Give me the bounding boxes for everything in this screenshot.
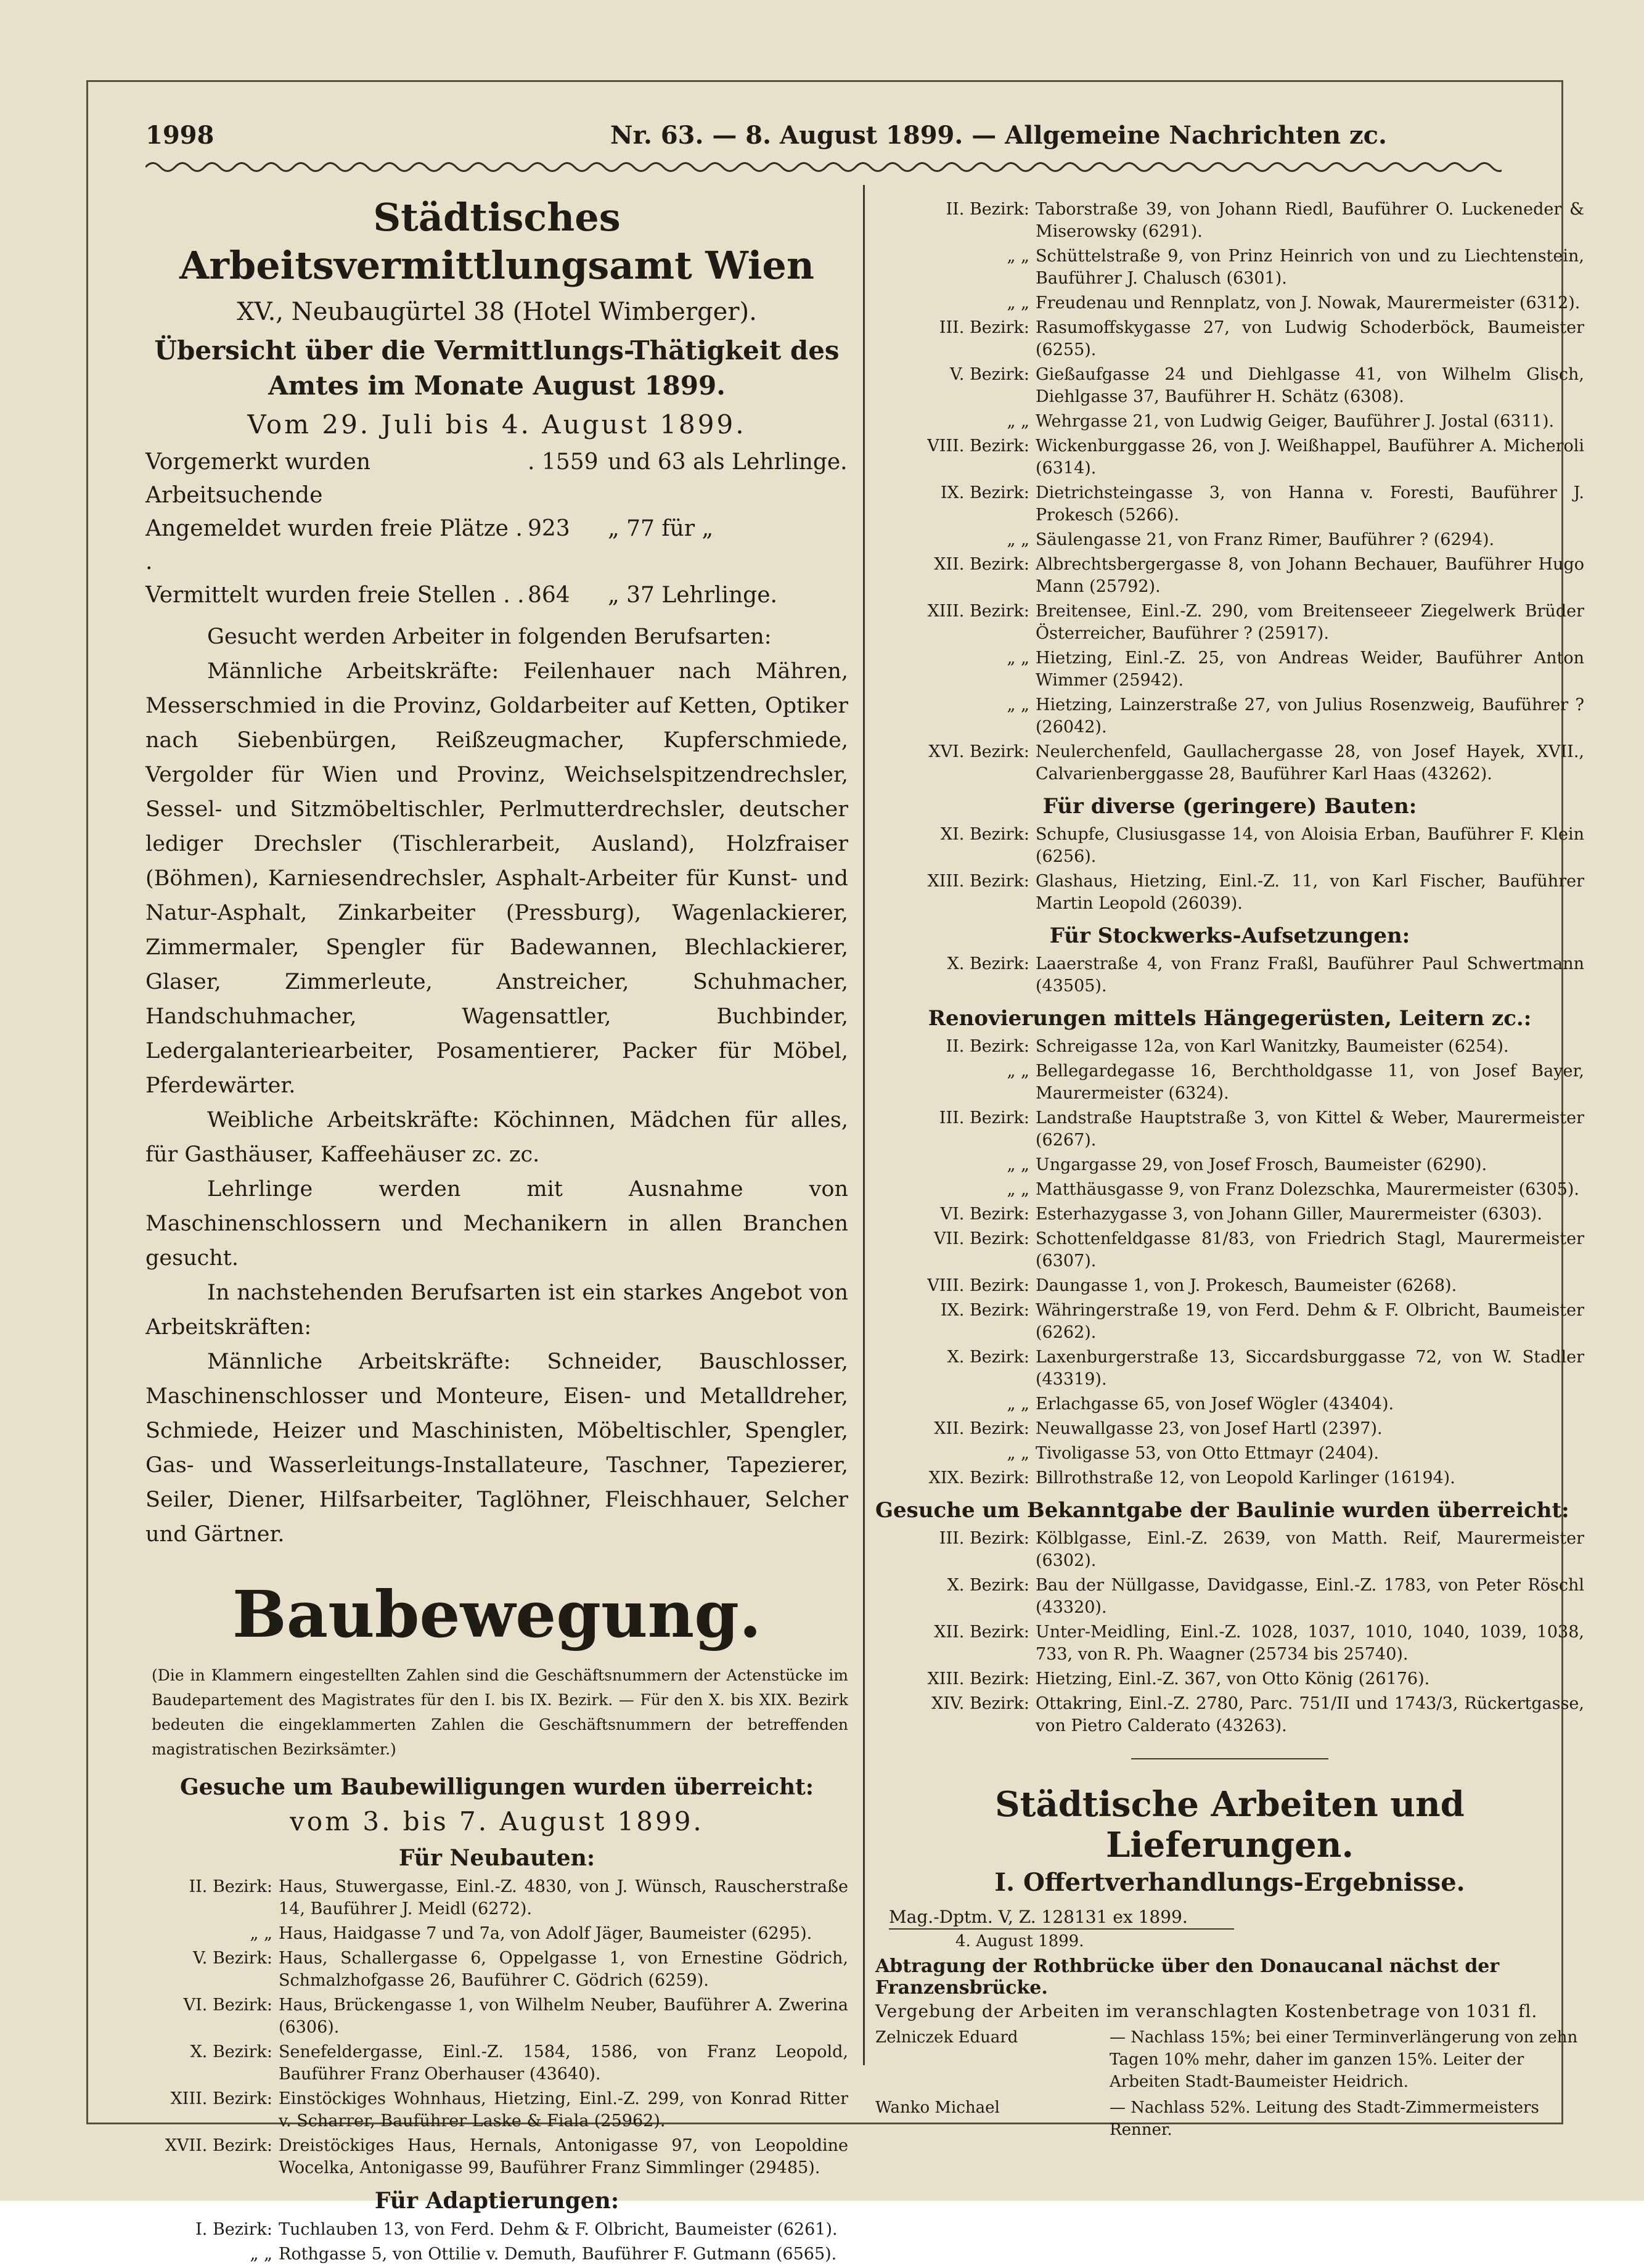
bezirk-label: VII. Bezirk: [933,1229,1029,1248]
bau-entry [145,2041,848,2086]
stats-table [145,446,848,612]
entry-text: Schüttelstraße 9, von Prinz Heinrich von und zu Liechtenstein, Bauführer J. Chalusch (6301). [1036,247,1584,288]
entry-text: Freudenau und Rennplatz, von J. Nowak, Maurermeister (6312). [1036,293,1581,313]
bezirk-label: „ „ [1007,530,1029,549]
bezirk-label: X. Bezirk: [947,954,1029,973]
bau-entry [875,1060,1584,1105]
bau-entry [875,1107,1584,1152]
bau-entry [875,953,1584,997]
bau-entry [875,1179,1584,1201]
entry-text: Dietrichsteingasse 3, von Hanna v. Foresti, Bauführer J. Prokesch (5266). [1036,483,1584,525]
bezirk-label: „ „ [1007,1444,1029,1463]
entry-text: Laxenburgerstraße 13, Siccardsburggasse 72, von W. Stadler (43319). [1036,1348,1584,1389]
bezirk-label: VI. Bezirk: [940,1205,1029,1224]
bezirk-label: VIII. Bezirk: [927,1276,1029,1295]
bau-entry [875,1228,1584,1272]
entry-text: Tuchlauben 13, von Ferd. Dehm & F. Olbricht, Baumeister (6261). [279,2220,838,2240]
reference-number: Mag.-Dptm. V, Z. 128131 ex 1899. [889,1907,1234,1930]
bau-entry [145,2135,848,2179]
entry-text: Matthäusgasse 9, von Franz Dolezschka, Maurermeister (6305). [1036,1180,1579,1199]
bezirk-label: „ „ [1007,247,1029,266]
entry-text: Haus, Schallergasse 6, Oppelgasse 1, von Ernestine Gödrich, Schmalzhofgasse 26, Bauführer C. Gödrich (6259). [279,1949,848,1991]
bezirk-label: III. Bezirk: [939,1108,1029,1128]
bezirk-label: V. Bezirk: [193,1949,272,1968]
stat-value: 864 [528,583,570,608]
entry-text: Haus, Haidgasse 7 und 7a, von Adolf Jäger, Baumeister (6295). [279,1924,812,1944]
bezirk-label: XVII. Bezirk: [165,2136,272,2156]
bau-entry [145,1876,848,1920]
intro-line: Vergebung der Arbeiten im veranschlagten Kostenbetrage von 1031 fl. [875,2001,1538,2021]
bid-row [875,2026,1584,2093]
entry-text: Dreistöckiges Haus, Hernals, Antonigasse 97, von Leopoldine Wocelka, Antonigasse 99, Bauführer Franz Simmlinger (29485). [279,2136,848,2178]
bezirk-label: X. Bezirk: [190,2042,272,2062]
bezirk-label: XIII. Bezirk: [170,2089,272,2109]
bezirk-label: III. Bezirk: [939,318,1029,337]
bau-entry [875,411,1584,433]
entry-text: Landstraße Hauptstraße 3, von Kittel & Weber, Maurermeister (6267). [1036,1108,1584,1150]
bid-row [875,2097,1584,2141]
header-wavy-rule [145,159,1502,175]
bau-entry [875,1574,1584,1619]
bezirk-label: „ „ [1007,293,1029,313]
bezirk-label: „ „ [250,2245,272,2264]
bau-entry [875,199,1584,243]
bid-detail: — Nachlass 15%; bei einer Terminverlängerung von zehn Tagen 10% mehr, daher im ganzen 15%. Leiter der Arbeiten Stadt-Baumeister Heidrich. [1110,2028,1578,2091]
overview-heading: Übersicht über die Vermittlungs-Thätigkeit des Amtes im Monate August 1899. [154,335,840,401]
entry-text: Senefeldergasse, Einl.-Z. 1584, 1586, von Franz Leopold, Bauführer Franz Oberhauser (43640). [279,2042,848,2084]
stat-value: . 1559 [528,449,599,475]
stockwerk-list [875,953,1584,997]
entry-text: Schottenfeldgasse 81/83, von Friedrich Stagl, Maurermeister (6307). [1036,1229,1584,1271]
stat-row [145,446,848,512]
bau-entry [875,1693,1584,1737]
bezirk-label: „ „ [250,1924,272,1944]
paragraph: Männliche Arbeitskräfte: Schneider, Bauschlosser, Maschinenschlosser und Monteure, Eisen- und Metalldreher, Schmiede, Heizer und Maschinisten, Möbeltischler, Spengler, Gas- und Wasserleitungs-Installateure, Taschner, Tapezierer, Seiler, Diener, Hilfsarbeiter, Taglöhner, Fleischhauer, Selcher und Gärtner. [145,1349,848,1547]
baulinie-heading: Gesuche um Bekanntgabe der Baulinie wurden überreicht: [875,1498,1569,1523]
stockwerk-heading: Für Stockwerks-Aufsetzungen: [1049,923,1410,948]
entry-text: Bellegardegasse 16, Berchtholdgasse 11, von Josef Bayer, Maurermeister (6324). [1036,1062,1584,1103]
bezirk-label: XII. Bezirk: [934,1419,1029,1438]
left-column [145,185,848,2268]
bau-entry [875,1467,1584,1489]
bau-entry [875,1528,1584,1572]
bezirk-label: X. Bezirk: [947,1576,1029,1595]
entry-text: Kölblgasse, Einl.-Z. 2639, von Matth. Reif, Maurermeister (6302). [1036,1529,1584,1570]
bezirk-label: „ „ [1007,1155,1029,1174]
entry-text: Hietzing, Einl.-Z. 367, von Otto König (26176). [1036,1669,1430,1689]
bau-entry [145,1923,848,1945]
entry-text: Billrothstraße 12, von Leopold Karlinger (16194). [1036,1468,1455,1488]
bezirk-label: „ „ [1007,1394,1029,1414]
entry-text: Schupfe, Clusiusgasse 14, von Aloisia Erban, Bauführer F. Klein (6256). [1036,825,1584,866]
neubauten-heading: Für Neubauten: [398,1845,595,1872]
bau-entry [875,317,1584,361]
bezirk-label: VI. Bezirk: [183,1996,272,2015]
stat-row [145,512,848,579]
bezirk-label: XII. Bezirk: [934,555,1029,574]
adaptierungen-list [145,2219,848,2266]
gesuche-date: vom 3. bis 7. August 1899. [290,1806,704,1837]
bau-entry [145,2219,848,2241]
bezirk-label: „ „ [1007,695,1029,714]
bau-entry [875,647,1584,692]
bau-entry [875,824,1584,868]
bau-entry [875,292,1584,314]
entry-text: Ottakring, Einl.-Z. 2780, Parc. 751/II und 1743/3, Rückertgasse, von Pietro Calderato (43263). [1036,1694,1584,1735]
offert-heading: I. Offertverhandlungs-Ergebnisse. [994,1868,1465,1897]
entry-text: Unter-Meidling, Einl.-Z. 1028, 1037, 1010, 1040, 1039, 1038, 733, von R. Ph. Waagner (25734 bis 25740). [1036,1623,1584,1664]
bau-entry [875,554,1584,598]
stat-label: Angemeldet wurden freie Plätze . . [145,516,523,575]
bezirk-label: XIV. Bezirk: [931,1694,1029,1713]
bau-entry [875,1443,1584,1465]
entry-text: Währingerstraße 19, von Ferd. Dehm & F. Olbricht, Baumeister (6262). [1036,1301,1584,1342]
entry-text: Wickenburggasse 26, von J. Weißhappel, Bauführer A. Micheroli (6314). [1036,436,1584,478]
bidder-name: Zelniczek Eduard [875,2028,1018,2047]
bau-entry [875,435,1584,480]
bezirk-label: XIII. Bezirk: [927,872,1029,891]
bezirk-label: X. Bezirk: [947,1348,1029,1367]
entry-text: Hietzing, Lainzerstraße 27, von Julius Rosenzweig, Bauführer ? (26042). [1036,695,1584,737]
bau-entry [875,1154,1584,1176]
entry-text: Wehrgasse 21, von Ludwig Geiger, Bauführer J. Jostal (6311). [1036,412,1555,431]
paragraph: In nachstehenden Berufsarten ist ein starkes Angebot von Arbeitskräften: [145,1280,848,1340]
entry-text: Tivoligasse 53, von Otto Ettmayr (2404). [1036,1444,1379,1463]
paragraph: Weibliche Arbeitskräfte: Köchinnen, Mädchen für alles, für Gasthäuser, Kaffeehäuser zc. zc. [145,1108,848,1168]
adaptierungen-continued-list [875,199,1584,785]
stat-label: Vermittelt wurden freie Stellen . . [145,583,525,608]
bau-entry [875,482,1584,526]
running-title: Nr. 63. — 8. August 1899. — Allgemeine Nachrichten zc. [610,121,1387,150]
entry-text: Taborstraße 39, von Johann Riedl, Bauführer O. Luckeneder & Miserowsky (6291). [1036,200,1584,241]
bau-entry [875,741,1584,785]
bezirk-label: IX. Bezirk: [940,483,1029,502]
entry-text: Rothgasse 5, von Ottilie v. Demuth, Bauführer F. Gutmann (6565). [279,2245,837,2264]
entry-text: Breitensee, Einl.-Z. 290, vom Breitenseeer Ziegelwerk Brüder Österreicher, Bauführer ? (25917). [1036,602,1584,643]
bau-entry [875,600,1584,645]
reference-date: 4. August 1899. [955,1932,1084,1951]
bau-entry [875,1300,1584,1344]
bau-entry [145,2088,848,2132]
column-divider [863,185,865,2065]
bezirk-label: II. Bezirk: [946,1037,1029,1056]
bau-entry [875,870,1584,915]
section-rule [1131,1758,1328,1759]
bau-entry [875,364,1584,408]
page-number: 1998 [145,121,215,150]
stat-rest: und 63 als Lehrlinge. [608,449,848,475]
bezirk-label: XII. Bezirk: [934,1623,1029,1642]
bau-entry [875,1036,1584,1058]
entry-text: Gießaufgasse 24 und Diehlgasse 41, von Wilhelm Glisch, Diehlgasse 37, Bauführer H. Schätz (6308). [1036,365,1584,406]
stat-label: Vorgemerkt wurden Arbeitsuchende [145,449,371,509]
entry-text: Neulerchenfeld, Gaullachergasse 28, von Josef Hayek, XVII., Calvarienberggasse 28, Bauführer Karl Haas (43262). [1036,742,1584,784]
paragraph: Männliche Arbeitskräfte: Feilenhauer nach Mähren, Messerschmied in die Provinz, Goldarbeiter auf Ketten, Optiker nach Siebenbürgen, Reißzeugmacher, Kupferschmiede, Vergolder für Wien und Provinz, Weichselspitzendrechsler, Sessel- und Sitzmöbeltischler, Perlmutterdrechsler, deutscher lediger Drechsler (Tischlerarbeit, Ausland), Holzfraiser (Böhmen), Karniesendrechsler, Asphalt-Arbeiter für Kunst- und Natur-Asphalt, Zinkarbeiter (Pressburg), Wagenlackierer, Zimmermaler, Spengler für Badewannen, Blechlackierer, Glaser, Zimmerleute, Anstreicher, Schuhmacher, Handschuhmacher, Wagensattler, Buchbinder, Ledergalanteriearbeiter, Posamentierer, Packer für Möbel, Pferdewärter. [145,659,848,1099]
entry-text: Hietzing, Einl.-Z. 25, von Andreas Weider, Bauführer Anton Wimmer (25942). [1036,649,1584,690]
bezirk-label: „ „ [1007,1180,1029,1199]
office-title: Städtisches Arbeitsvermittlungsamt Wien [179,195,814,288]
bau-entry [145,2243,848,2266]
bezirk-label: „ „ [1007,649,1029,668]
neubauten-list [145,1876,848,2179]
bezirk-label: XIII. Bezirk: [927,602,1029,621]
bau-entry [875,1418,1584,1440]
office-address: XV., Neubaugürtel 38 (Hotel Wimberger). [237,298,757,326]
period: Vom 29. Juli bis 4. August 1899. [247,409,746,440]
subject-line: Abtragung der Rothbrücke über den Donaucanal nächst der Franzensbrücke. [875,1955,1500,1999]
entry-text: Schreigasse 12a, von Karl Wanitzky, Baumeister (6254). [1036,1037,1509,1056]
stat-rest: „ 37 Lehrlinge. [608,583,777,608]
stat-rest: „ 77 für „ [608,516,714,542]
bau-entry [875,1621,1584,1666]
entry-text: Haus, Stuwergasse, Einl.-Z. 4830, von J. Wünsch, Rauscherstraße 14, Bauführer J. Meidl (6272). [279,1877,848,1919]
stat-row [145,579,848,612]
bezirk-label: III. Bezirk: [939,1529,1029,1548]
adaptierungen-heading: Für Adaptierungen: [374,2188,620,2214]
entry-text: Säulengasse 21, von Franz Rimer, Bauführer ? (6294). [1036,530,1495,549]
bau-entry [875,1203,1584,1226]
stat-value: 923 [528,516,570,542]
bau-entry [875,529,1584,551]
paragraph: Gesucht werden Arbeiter in folgenden Berufsarten: [207,624,772,650]
baubewegung-note: (Die in Klammern eingestellten Zahlen sind die Geschäftsnummern der Actenstücke im Baudepartement des Magistrates für den I. bis IX. Bezirk. — Für den X. bis XIX. Bezirk bedeuten die eingeklammerten Zahlen die Geschäftsnummern der betreffenden magistratischen Bezirksämter.) [152,1666,848,1759]
bezirk-label: V. Bezirk: [950,365,1029,384]
gesuche-heading: Gesuche um Baubewilligungen wurden überreicht: [179,1774,814,1801]
bau-entry [875,1393,1584,1415]
bezirk-label: XI. Bezirk: [940,825,1029,844]
entry-text: Neuwallgasse 23, von Josef Hartl (2397). [1036,1419,1383,1438]
bid-detail: — Nachlass 52%. Leitung des Stadt-Zimmermeisters Renner. [1110,2098,1539,2139]
entry-text: Erlachgasse 65, von Josef Wögler (43404). [1036,1394,1394,1414]
bau-entry [145,1947,848,1992]
entry-text: Daungasse 1, von J. Prokesch, Baumeister (6268). [1036,1276,1457,1295]
bezirk-label: VIII. Bezirk: [927,436,1029,456]
bezirk-label: II. Bezirk: [189,1877,272,1897]
occupation-paragraphs [145,620,848,1552]
baubewegung-title: Baubewegung. [232,1576,762,1653]
arbeiten-title: Städtische Arbeiten und Lieferungen. [995,1784,1465,1865]
entry-text: Haus, Brückengasse 1, von Wilhelm Neuber, Bauführer A. Zwerina (6306). [279,1996,848,2037]
diverse-heading: Für diverse (geringere) Bauten: [1042,794,1417,819]
bezirk-label: XVI. Bezirk: [928,742,1029,761]
bezirk-label: IX. Bezirk: [940,1301,1029,1320]
bezirk-label: „ „ [1007,412,1029,431]
entry-text: Ungargasse 29, von Josef Frosch, Baumeister (6290). [1036,1155,1487,1174]
renovierungen-list [875,1036,1584,1489]
bau-entry [875,694,1584,739]
bau-entry [875,1668,1584,1690]
right-column [875,185,1584,2145]
bau-entry [875,245,1584,290]
renovierungen-heading: Renovierungen mittels Hängegerüsten, Leitern zc.: [928,1006,1532,1031]
bezirk-label: „ „ [1007,1062,1029,1081]
bidder-name: Wanko Michael [875,2098,1000,2117]
entry-text: Esterhazygasse 3, von Johann Giller, Maurermeister (6303). [1036,1205,1542,1224]
paragraph: Lehrlinge werden mit Ausnahme von Maschinenschlossern und Mechanikern in allen Branchen gesucht. [145,1177,848,1271]
bau-entry [875,1346,1584,1391]
bau-entry [875,1275,1584,1297]
entry-text: Albrechtsbergergasse 8, von Johann Bechauer, Bauführer Hugo Mann (25792). [1036,555,1584,596]
bezirk-label: XIII. Bezirk: [927,1669,1029,1689]
bezirk-label: II. Bezirk: [946,200,1029,219]
bezirk-label: I. Bezirk: [195,2220,272,2240]
baulinie-list [875,1528,1584,1737]
entry-text: Bau der Nüllgasse, Davidgasse, Einl.-Z. 1783, von Peter Röschl (43320). [1036,1576,1584,1617]
entry-text: Glashaus, Hietzing, Einl.-Z. 11, von Karl Fischer, Bauführer Martin Leopold (26039). [1036,872,1584,913]
bau-entry [145,1994,848,2039]
diverse-list [875,824,1584,915]
bezirk-label: XIX. Bezirk: [928,1468,1029,1488]
bids-list [875,2026,1584,2141]
entry-text: Laaerstraße 4, von Franz Fraßl, Bauführer Paul Schwertmann (43505). [1036,954,1584,996]
entry-text: Einstöckiges Wohnhaus, Hietzing, Einl.-Z. 299, von Konrad Ritter v. Scharrer, Bauführer Laske & Fiala (25962). [279,2089,848,2131]
entry-text: Rasumoffskygasse 27, von Ludwig Schoderböck, Baumeister (6255). [1036,318,1584,359]
